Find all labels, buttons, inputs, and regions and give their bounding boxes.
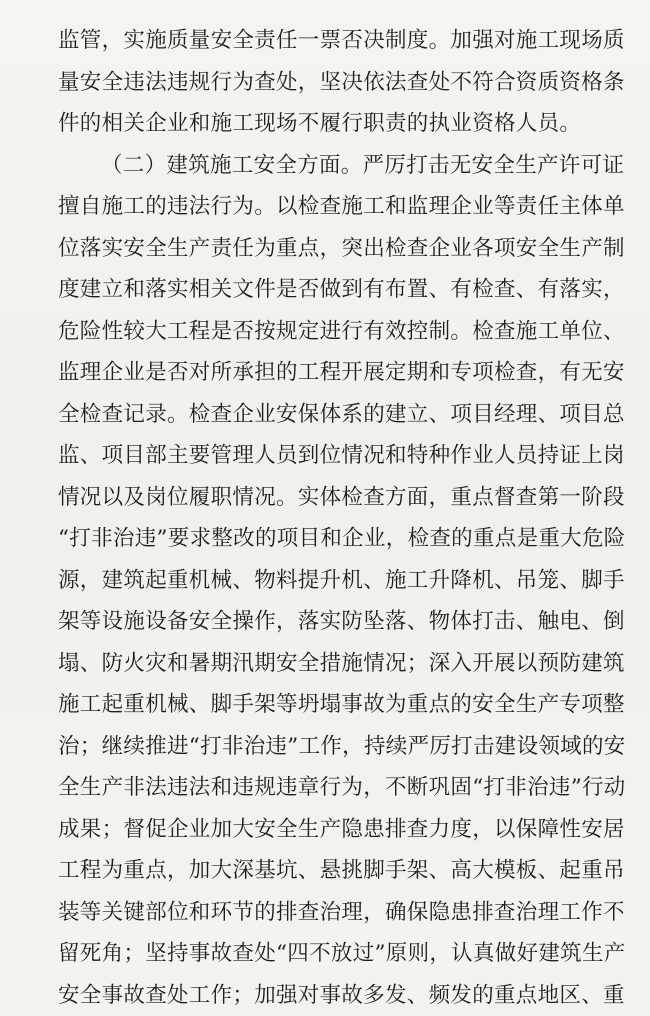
text-line-6: 位落实安全生产责任为重点，突出检查企业各项安全生产制 [58, 228, 598, 270]
text-line-9: 监理企业是否对所承担的工程开展定期和专项检查，有无安 [58, 352, 598, 394]
text-line-15: 架等设施设备安全操作，落实防坠落、物体打击、触电、倒 [58, 601, 598, 643]
text-line-12: 情况以及岗位履职情况。实体检查方面，重点督查第一阶段 [58, 477, 598, 519]
text-line-22: 装等关键部位和环节的排查治理，确保隐患排查治理工作不 [58, 892, 598, 934]
text-line-18: 治；继续推进“打非治违”工作，持续严厉打击建设领域的安 [58, 726, 598, 768]
text-line-8: 危险性较大工程是否按规定进行有效控制。检查施工单位、 [58, 311, 598, 353]
text-line-3: 件的相关企业和施工现场不履行职责的执业资格人员。 [58, 103, 598, 145]
text-line-2: 量安全违法违规行为查处，坚决依法查处不符合资质资格条 [58, 62, 598, 104]
text-line-4: （二）建筑施工安全方面。严厉打击无安全生产许可证 [58, 145, 598, 187]
text-line-5: 擅自施工的违法行为。以检查施工和监理企业等责任主体单 [58, 186, 598, 228]
text-line-13: “打非治违”要求整改的项目和企业，检查的重点是重大危险 [58, 518, 598, 560]
text-line-14: 源，建筑起重机械、物料提升机、施工升降机、吊笼、脚手 [58, 560, 598, 602]
text-line-11: 监、项目部主要管理人员到位情况和特种作业人员持证上岗 [58, 435, 598, 477]
text-line-24: 安全事故查处工作；加强对事故多发、频发的重点地区、重 [58, 975, 598, 1016]
text-line-21: 工程为重点，加大深基坑、悬挑脚手架、高大模板、起重吊 [58, 850, 598, 892]
text-line-20: 成果；督促企业加大安全生产隐患排查力度，以保障性安居 [58, 809, 598, 851]
text-line-16: 塌、防火灾和暑期汛期安全措施情况；深入开展以预防建筑 [58, 643, 598, 685]
text-line-7: 度建立和落实相关文件是否做到有布置、有检查、有落实， [58, 269, 598, 311]
text-line-1: 监管，实施质量安全责任一票否决制度。加强对施工现场质 [58, 20, 598, 62]
text-line-19: 全生产非法违法和违规违章行为，不断巩固“打非治违”行动 [58, 767, 598, 809]
text-line-17: 施工起重机械、脚手架等坍塌事故为重点的安全生产专项整 [58, 684, 598, 726]
document-body [58, 20, 598, 1016]
text-line-10: 全检查记录。检查企业安保体系的建立、项目经理、项目总 [58, 394, 598, 436]
text-line-23: 留死角；坚持事故查处“四不放过”原则，认真做好建筑生产 [58, 933, 598, 975]
